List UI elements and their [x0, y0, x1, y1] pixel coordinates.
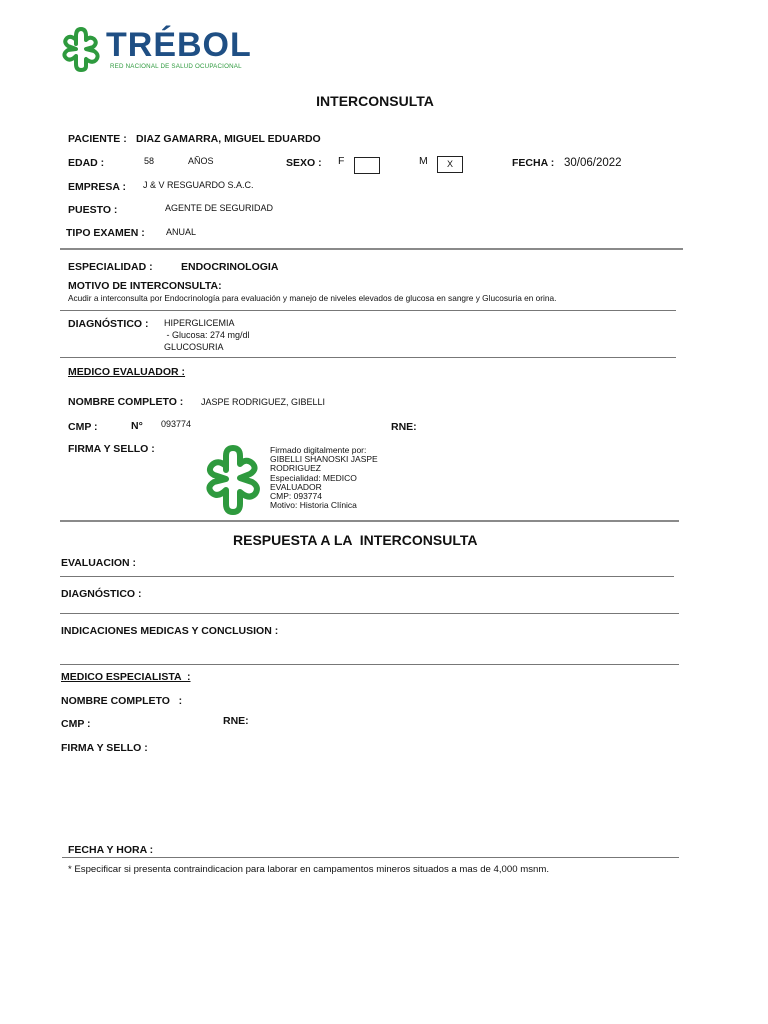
motivo-label: MOTIVO DE INTERCONSULTA: [68, 280, 222, 292]
signature-line-4: CMP: 093774 [270, 491, 322, 502]
signature-line-2: GIBELLI SHANOSKI JASPE RODRIGUEZ [270, 454, 378, 474]
diagnostico-line-2: - Glucosa: 274 mg/dl [164, 330, 250, 340]
logo [58, 26, 278, 74]
cmp-number-label: N° [131, 420, 143, 432]
divider [62, 857, 679, 858]
puesto-value: AGENTE DE SEGURIDAD [165, 203, 274, 213]
indicaciones-label: INDICACIONES MEDICAS Y CONCLUSION : [61, 625, 279, 637]
especialista-rne-label: RNE: [223, 715, 249, 727]
sexo-m-checkbox[interactable]: X [437, 156, 463, 173]
divider [60, 520, 679, 522]
signature-text [270, 446, 395, 510]
nombre-completo-value: JASPE RODRIGUEZ, GIBELLI [201, 397, 326, 407]
especialista-firma-label: FIRMA Y SELLO : [61, 742, 148, 754]
divider [60, 248, 683, 250]
page-title: INTERCONSULTA [316, 93, 434, 109]
logo-name: TRÉBOL [106, 26, 252, 64]
footnote: * Especificar si presenta contraindicacion para laborar en campamentos mineros situados a mas de 4,000 msnm. [68, 864, 549, 875]
divider [60, 310, 676, 311]
fecha-hora-label: FECHA Y HORA : [68, 844, 154, 856]
divider [60, 613, 679, 614]
fecha-value: 30/06/2022 [564, 157, 622, 169]
divider [60, 664, 679, 665]
nombre-completo-label: NOMBRE COMPLETO : [68, 396, 184, 408]
rne-label: RNE: [391, 421, 417, 433]
cmp-value: 093774 [161, 419, 192, 429]
respuesta-title: RESPUESTA A LA INTERCONSULTA [233, 532, 478, 548]
especialidad-value: ENDOCRINOLOGIA [181, 261, 279, 273]
puesto-label: PUESTO : [68, 204, 118, 216]
logo-subtitle: RED NACIONAL DE SALUD OCUPACIONAL [110, 63, 242, 70]
signature-line-1: Firmado digitalmente por: [270, 445, 367, 455]
sexo-m-label: M [419, 155, 428, 167]
especialista-nombre-label: NOMBRE COMPLETO : [61, 695, 183, 707]
sexo-f-checkbox[interactable] [354, 157, 380, 174]
diagnostico-line-1: HIPERGLICEMIA [164, 318, 235, 328]
diagnostico-label: DIAGNÓSTICO : [68, 318, 149, 330]
empresa-value: J & V RESGUARDO S.A.C. [143, 180, 254, 190]
firma-sello-label: FIRMA Y SELLO : [68, 443, 155, 455]
cmp-label: CMP : [68, 421, 98, 433]
sexo-f-label: F [338, 155, 345, 167]
edad-label: EDAD : [68, 157, 105, 169]
especialista-cmp-label: CMP : [61, 718, 91, 730]
tipo-examen-label: TIPO EXAMEN : [66, 227, 145, 239]
tipo-examen-value: ANUAL [166, 227, 197, 237]
clover-signature-icon [200, 444, 266, 516]
diagnostico-line-3: GLUCOSURIA [164, 342, 224, 352]
anos-label: AÑOS [188, 156, 214, 166]
sexo-label: SEXO : [286, 157, 322, 169]
paciente-label: PACIENTE : [68, 133, 127, 145]
clover-icon [58, 26, 104, 72]
signature-line-5: Motivo: Historia Clínica [270, 500, 357, 511]
respuesta-diagnostico-label: DIAGNÓSTICO : [61, 588, 142, 600]
edad-value: 58 [144, 156, 155, 166]
motivo-value: Acudir a interconsulta por Endocrinología para evaluación y manejo de niveles elevados de glucosa en sangre y Glucosuria en orina. [68, 293, 557, 303]
medico-especialista-heading: MEDICO ESPECIALISTA : [61, 671, 191, 683]
divider [60, 357, 676, 358]
especialidad-label: ESPECIALIDAD : [68, 261, 153, 273]
fecha-label: FECHA : [512, 157, 555, 169]
evaluacion-label: EVALUACION : [61, 557, 137, 569]
signature-line-3: Especialidad: MEDICO EVALUADOR [270, 472, 357, 492]
medico-evaluador-heading: MEDICO EVALUADOR : [68, 366, 186, 378]
divider [60, 576, 674, 577]
empresa-label: EMPRESA : [68, 181, 126, 193]
paciente-value: DIAZ GAMARRA, MIGUEL EDUARDO [136, 133, 321, 145]
